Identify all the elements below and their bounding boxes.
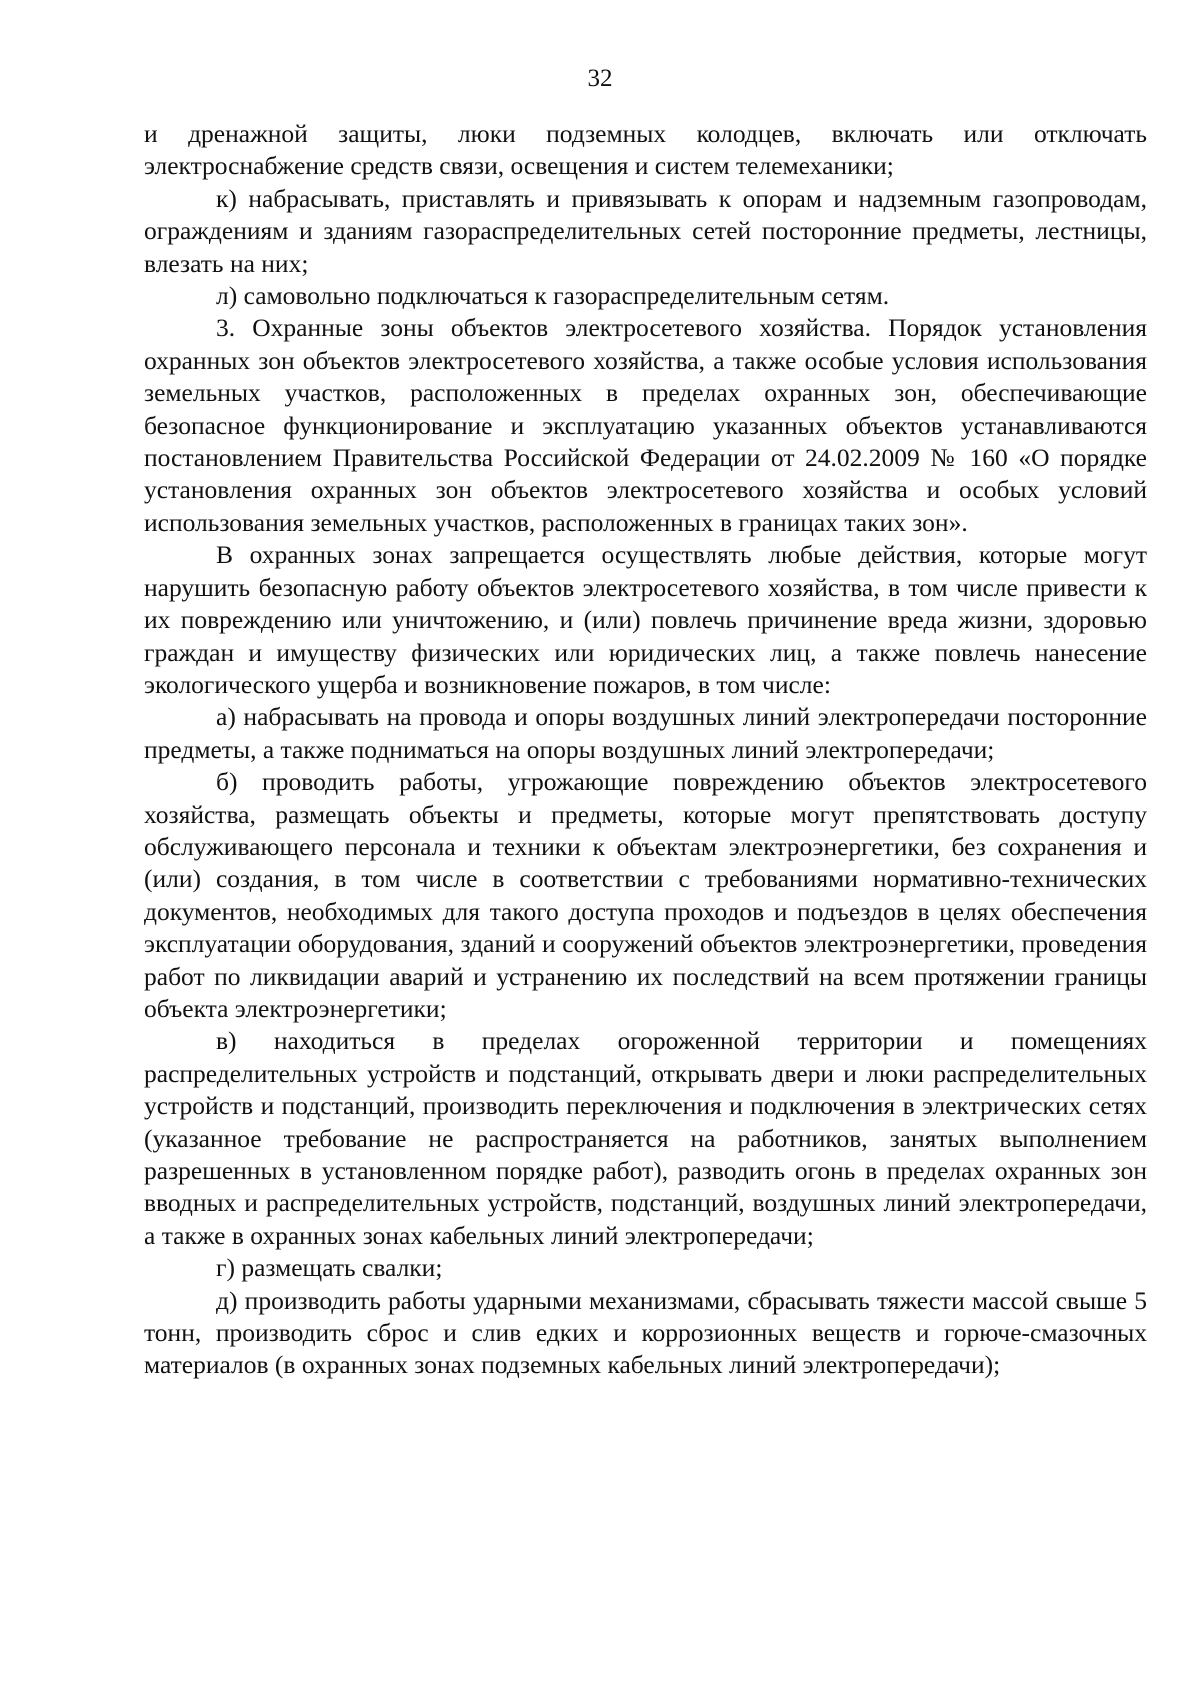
paragraph-continuation: и дренажной защиты, люки подземных колодцев, включать или отключать электроснабжение средств связи, освещения и систем телемеханики;	[144, 119, 1147, 181]
paragraph-item-g: г) размещать свалки;	[216, 1253, 443, 1283]
paragraph-section-3: 3. Охранные зоны объектов электросетевого хозяйства. Порядок установления охранных зон объектов электросетевого хозяйства, а также особые условия использования земельных участков, расположенных в пределах охранных зон, обеспечивающие безопасное функционирование и эксплуатацию указанных объектов устанавливаются постановлением Правительства Российской Федерации от 24.02.2009 № 160 «О порядке установления охранных зон объектов электросетевого хозяйства и особых условий использования земельных участков, расположенных в границах таких зон».	[144, 313, 1147, 537]
paragraph-prohibitions-intro: В охранных зонах запрещается осуществлять любые действия, которые могут нарушить безопасную работу объектов электросетевого хозяйства, в том числе привести к их повреждению или уничтожению, и (или) повлечь причинение вреда жизни, здоровью граждан и имуществу физических или юридических лиц, а также повлечь нанесение экологического ущерба и возникновение пожаров, в том числе:	[144, 540, 1147, 699]
paragraph-item-b: б) проводить работы, угрожающие повреждению объектов электросетевого хозяйства, размещать объекты и предметы, которые могут препятствовать доступу обслуживающего персонала и техники к объектам электроэнергетики, без сохранения и (или) создания, в том числе в соответствии с требованиями нормативно-технических документов, необходимых для такого доступа проходов и подъездов в целях обеспечения эксплуатации оборудования, зданий и сооружений объектов электроэнергетики, проведения работ по ликвидации аварий и устранению их последствий на всем протяжении границы объекта электроэнергетики;	[144, 767, 1147, 1023]
paragraph-item-v: в) находиться в пределах огороженной территории и помещениях распределительных устройств и подстанций, открывать двери и люки распределительных устройств и подстанций, производить переключения и подключения в электрических сетях (указанное требование не распространяется на работников, занятых выполнением разрешенных в установленном порядке работ), разводить огонь в пределах охранных зон вводных и распределительных устройств, подстанций, воздушных линий электропередачи, а также в охранных зонах кабельных линий электропередачи;	[144, 1026, 1147, 1250]
document-body	[144, 118, 1147, 1382]
page-number: 32	[587, 65, 613, 92]
paragraph-item-a: а) набрасывать на провода и опоры воздушных линий электропередачи посторонние предметы, а также подниматься на опоры воздушных линий электропередачи;	[144, 702, 1147, 764]
paragraph-item-d: д) производить работы ударными механизмами, сбрасывать тяжести массой свыше 5 тонн, производить сброс и слив едких и коррозионных веществ и горюче-смазочных материалов (в охранных зонах подземных кабельных линий электропередачи);	[144, 1285, 1147, 1380]
paragraph-item-l: л) самовольно подключаться к газораспределительным сетям.	[216, 281, 890, 311]
paragraph-item-k: к) набрасывать, приставлять и привязывать к опорам и надземным газопроводам, ограждениям и зданиям газораспределительных сетей посторонние предметы, лестницы, влезать на них;	[144, 183, 1147, 278]
